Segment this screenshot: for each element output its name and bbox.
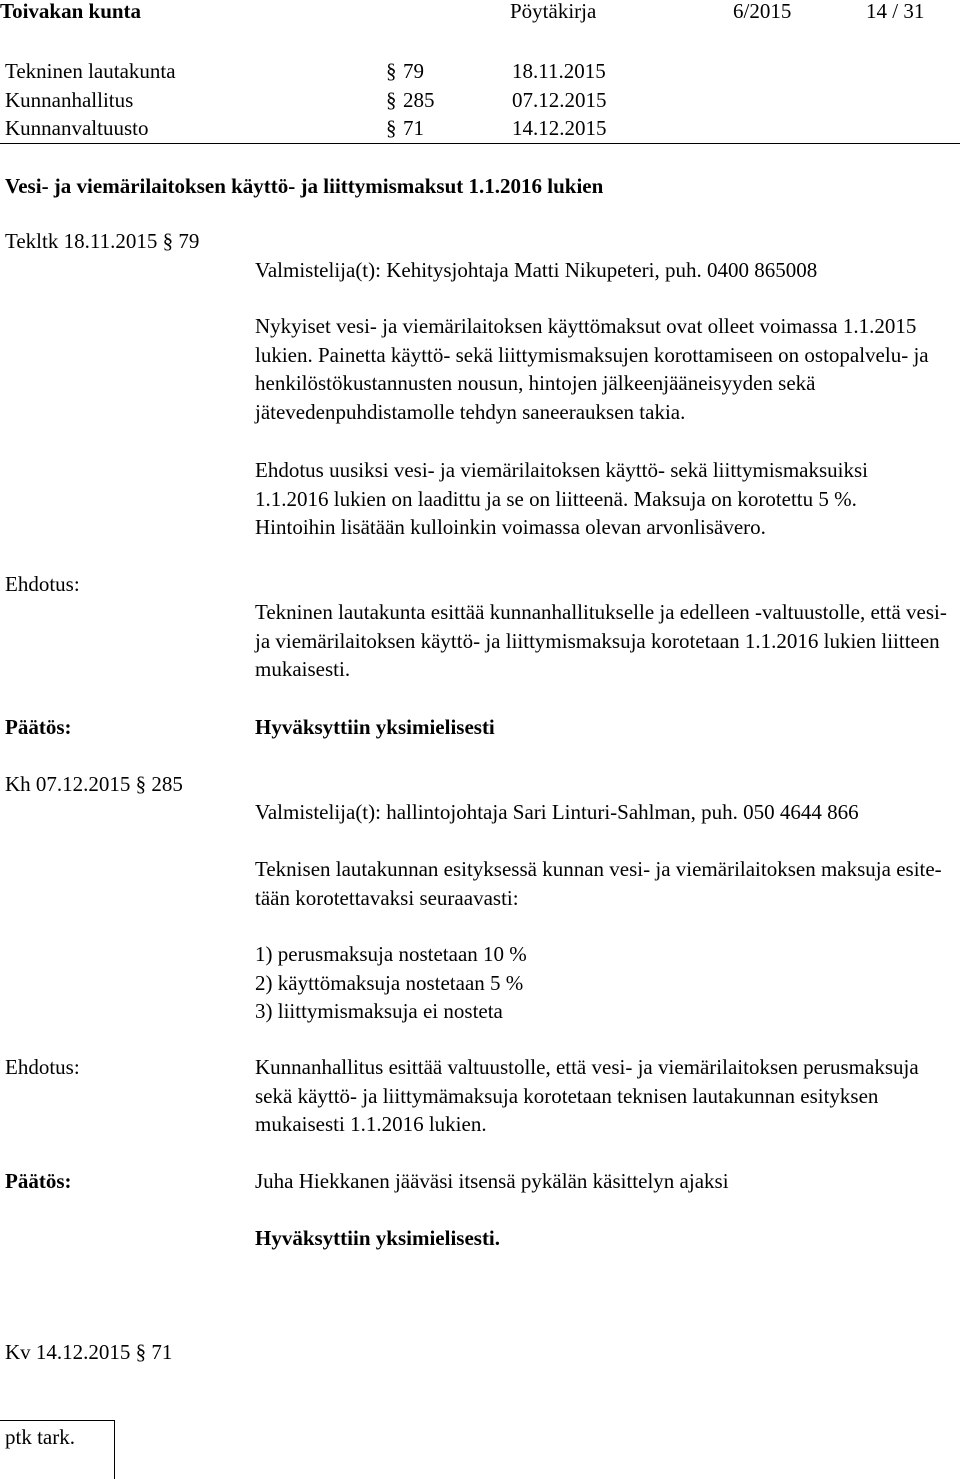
section-mark: § [386, 116, 397, 140]
paragraph-line: Hintoihin lisätään kulloinkin voimassa olevan arvonlisävero. [255, 515, 766, 540]
list-item: 3) liittymismaksuja ei nosteta [255, 999, 503, 1024]
page-title: Vesi- ja viemärilaitoksen käyttö- ja liittymismaksut 1.1.2016 lukien [5, 174, 604, 198]
section-heading-kh: Kh 07.12.2015 § 285 [5, 772, 183, 796]
history-body: Kunnanvaltuusto [5, 116, 149, 140]
history-section: 285 [403, 88, 435, 112]
history-body: Kunnanhallitus [5, 88, 134, 112]
paragraph-line: Teknisen lautakunnan esityksessä kunnan vesi- ja viemärilaitoksen maksuja esite- [255, 857, 942, 881]
paragraph-line: 1.1.2016 lukien on laadittu ja se on liitteenä. Maksuja on korotettu 5 %. [255, 486, 857, 511]
section-mark: § [386, 59, 397, 83]
history-date: 18.11.2015 [512, 59, 606, 83]
proposal-label: Ehdotus: [5, 572, 80, 596]
paragraph-line: Nykyiset vesi- ja viemärilaitoksen käyttömaksut ovat olleet voimassa 1.1.2015 [255, 314, 917, 338]
decision-label: Päätös: [5, 1169, 72, 1193]
body-paragraph [255, 456, 868, 542]
paragraph-line: henkilöstökustannusten nousun, hintojen jälkeenjääneisyyden sekä [255, 371, 816, 396]
proposal-text [255, 1053, 919, 1139]
list-item: 1) perusmaksuja nostetaan 10 % [255, 942, 527, 966]
page-number: 14 / 31 [866, 0, 925, 23]
body-paragraph [255, 855, 942, 912]
history-section: 71 [403, 116, 424, 140]
preparer-line: Valmistelija(t): Kehitysjohtaja Matti Nikupeteri, puh. 0400 865008 [255, 258, 818, 282]
paragraph-line: lukien. Painetta käyttö- sekä liittymismaksujen korottamiseen on ostopalvelu- ja [255, 342, 929, 367]
increase-list [255, 940, 527, 1026]
decision-note: Juha Hiekkanen jääväsi itsensä pykälän käsittelyn ajaksi [255, 1169, 729, 1193]
history-date: 14.12.2015 [512, 116, 607, 140]
paragraph-line: Kunnanhallitus esittää valtuustolle, että vesi- ja viemärilaitoksen perusmaksuja [255, 1055, 919, 1079]
decision-text: Hyväksyttiin yksimielisesti. [255, 1226, 501, 1250]
section-heading-tekltk: Tekltk 18.11.2015 § 79 [5, 229, 200, 253]
document-type: Pöytäkirja [510, 0, 597, 23]
list-item: 2) käyttömaksuja nostetaan 5 % [255, 970, 524, 995]
paragraph-line: mukaisesti 1.1.2016 lukien. [255, 1112, 487, 1137]
paragraph-line: sekä käyttö- ja liittymämaksuja korotetaan teknisen lautakunnan esityksen [255, 1083, 879, 1108]
paragraph-line: Tekninen lautakunta esittää kunnanhallitukselle ja edelleen -valtuustolle, että vesi- [255, 600, 947, 624]
body-paragraph [255, 312, 929, 427]
paragraph-line: mukaisesti. [255, 657, 351, 682]
preparer-line: Valmistelija(t): hallintojohtaja Sari Linturi-Sahlman, puh. 050 4644 866 [255, 800, 859, 824]
history-date: 07.12.2015 [512, 88, 607, 112]
proposal-label: Ehdotus: [5, 1055, 80, 1079]
decision-text: Hyväksyttiin yksimielisesti [255, 715, 495, 739]
meeting-number: 6/2015 [733, 0, 792, 23]
history-section: 79 [403, 59, 424, 83]
minutes-checker-label: ptk tark. [5, 1425, 75, 1449]
organization-name: Toivakan kunta [0, 0, 142, 23]
proposal-text [255, 598, 947, 684]
paragraph-line: ja viemärilaitoksen käyttö- ja liittymismaksuja korotetaan 1.1.2016 lukien liitteen [255, 628, 940, 653]
header-divider [0, 143, 960, 144]
section-mark: § [386, 88, 397, 112]
history-body: Tekninen lautakunta [5, 59, 176, 83]
decision-label: Päätös: [5, 715, 72, 739]
paragraph-line: jätevedenpuhdistamolle tehdyn saneerauksen takia. [255, 400, 686, 425]
section-heading-kv: Kv 14.12.2015 § 71 [5, 1340, 173, 1364]
paragraph-line: Ehdotus uusiksi vesi- ja viemärilaitoksen käyttö- sekä liittymismaksuiksi [255, 458, 869, 482]
paragraph-line: tään korotettavaksi seuraavasti: [255, 885, 519, 910]
